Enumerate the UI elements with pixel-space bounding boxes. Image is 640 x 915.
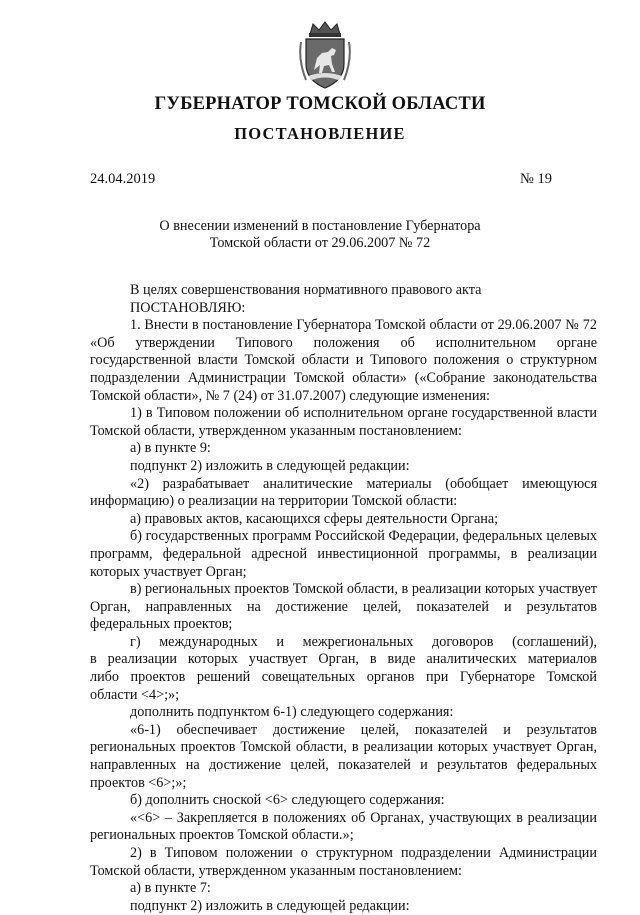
issuing-authority-title: ГУБЕРНАТОР ТОМСКОЙ ОБЛАСТИ bbox=[154, 94, 486, 114]
body-text-line: «Об утверждении Типового положения об исполнительном органе bbox=[90, 334, 597, 351]
body-text-line: 2) в Типовом положении о структурном подразделении Администрации bbox=[130, 845, 597, 861]
body-text-line: региональных проектов Томской области.»; bbox=[90, 827, 354, 844]
body-text-line: ПОСТАНОВЛЯЮ: bbox=[130, 299, 246, 316]
body-text-line: б) государственных программ Российской Федерации, федеральных целевых bbox=[130, 528, 597, 545]
body-text-line: федеральных проектов; bbox=[90, 616, 233, 633]
document-body bbox=[90, 282, 597, 915]
body-text-line: области <4>;»; bbox=[90, 686, 180, 703]
body-text-line: Орган, направленных на достижение целей, показателей и результатов bbox=[90, 598, 597, 615]
document-subject bbox=[0, 218, 640, 252]
body-text-line: программ, федеральной адресной инвестиционной программы, в реализации bbox=[90, 545, 597, 562]
body-text-line: направленных на достижение целей, показателей и результатов федеральных bbox=[90, 757, 597, 774]
body-text-line: в реализации которых участвует Орган, в виде аналитических материалов bbox=[90, 651, 597, 668]
body-text-line: Томской области, утвержденном указанным постановлением: bbox=[90, 862, 462, 879]
coat-of-arms-icon bbox=[298, 20, 352, 92]
document-type-title: ПОСТАНОВЛЕНИЕ bbox=[234, 124, 406, 143]
body-text-line: 1. Внести в постановление Губернатора Томской области от 29.06.2007 № 72 bbox=[130, 317, 597, 334]
body-text-line: либо проектов решений совещательных органов при Губернаторе Томской bbox=[90, 669, 597, 686]
body-text-line: информацию) о реализации на территории Томской области: bbox=[90, 493, 458, 510]
document-date: 24.04.2019 bbox=[90, 171, 156, 187]
body-text-line: «<6> – Закрепляется в положениях об Органах, участвующих в реализации bbox=[130, 809, 597, 826]
body-text-line: «6-1) обеспечивает достижение целей, показателей и результатов bbox=[130, 721, 597, 738]
body-text-line: а) в пункте 7: bbox=[130, 880, 211, 897]
body-text-line: В целях совершенствования нормативного правового акта bbox=[130, 282, 482, 298]
body-text-line: подпункт 2) изложить в следующей редакции: bbox=[130, 897, 410, 914]
body-text-line: г) международных и межрегиональных договоров (соглашений), bbox=[130, 633, 597, 650]
document-number: № 19 bbox=[520, 171, 552, 187]
body-text-line: региональных проектов Томской области, в реализации которых участвует Орган, bbox=[90, 739, 597, 756]
body-text-line: «2) разрабатывает аналитические материалы (обобщает имеющуюся bbox=[130, 475, 597, 492]
body-text-line: проектов <6>;»; bbox=[90, 774, 187, 791]
subject-line: Томской области от 29.06.2007 № 72 bbox=[209, 235, 431, 251]
body-text-line: дополнить подпунктом 6-1) следующего содержания: bbox=[130, 704, 454, 721]
body-text-line: подразделении Администрации Томской области» («Собрание законодательства bbox=[90, 369, 597, 386]
body-text-line: Томской области, утвержденном указанным постановлением: bbox=[90, 422, 462, 439]
body-text-line: а) в пункте 9: bbox=[130, 440, 211, 457]
body-text-line: б) дополнить сноской <6> следующего содержания: bbox=[130, 792, 445, 809]
body-text-line: 1) в Типовом положении об исполнительном органе государственной власти bbox=[130, 405, 597, 422]
body-text-line: подпункт 2) изложить в следующей редакции: bbox=[130, 457, 410, 474]
subject-line: О внесении изменений в постановление Губернатора bbox=[159, 218, 481, 234]
body-text-line: которых участвует Орган; bbox=[90, 563, 247, 580]
body-text-line: а) правовых актов, касающихся сферы деятельности Органа; bbox=[130, 510, 499, 527]
body-text-line: государственной власти Томской области и Типового положения о структурном bbox=[90, 352, 597, 369]
body-text-line: в) региональных проектов Томской области, в реализации которых участвует bbox=[130, 581, 597, 598]
body-text-line: Томской области», № 7 (24) от 31.07.2007) следующие изменения: bbox=[90, 387, 490, 404]
